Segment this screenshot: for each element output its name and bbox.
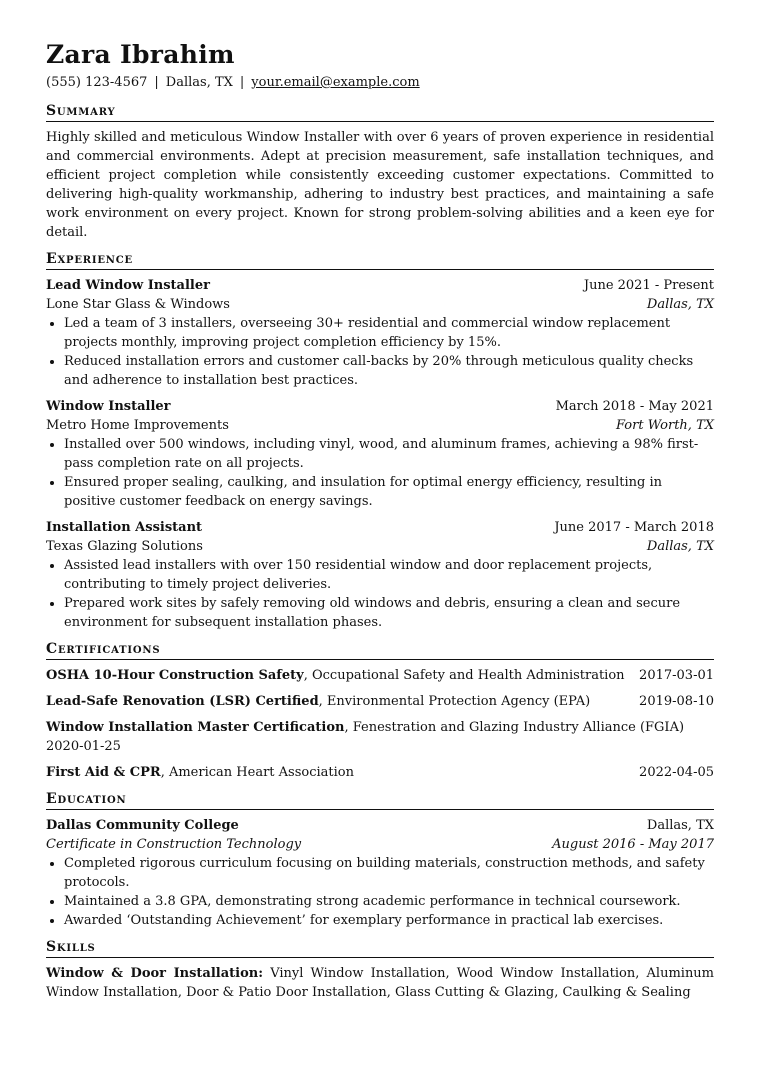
cert-date: 2017-03-01 — [639, 668, 714, 683]
education-bullet: • Awarded ‘Outstanding Achievement’ for exemplary performance in practical lab exercises. — [64, 911, 714, 930]
section-title-summary: Summary — [46, 102, 714, 122]
skills-line — [46, 964, 714, 1002]
job-location: Fort Worth, TX — [615, 418, 714, 433]
job-dates: June 2021 - Present — [583, 278, 714, 293]
school-location: Dallas, TX — [646, 818, 714, 833]
job-bullets — [46, 314, 714, 390]
job-location: Dallas, TX — [646, 539, 714, 554]
education-dates: August 2016 - May 2017 — [552, 837, 714, 852]
job-company: Texas Glazing Solutions — [46, 539, 203, 554]
section-title-education: Education — [46, 790, 714, 810]
job-entry — [46, 397, 714, 511]
skills-list: Vinyl Window Installation, Wood Window Installation, Aluminum Window Installation, Door & Patio Door Installation, Glass Cutting & Glazing, Caulking & Sealing — [46, 966, 715, 1000]
cert-name: Window Installation Master Certification — [46, 720, 345, 735]
education-bullets — [46, 854, 714, 930]
job-role: Installation Assistant — [46, 520, 203, 535]
summary-text: Highly skilled and meticulous Window Installer with over 6 years of proven experience in residential and commercial environments. Adept at precision measurement, safe installation techniques, and efficient project completion while consistently exceeding customer expectations. Committed to delivering high-quality workmanship, adhering to industry best practices, and maintaining a safe work environment on every project. Known for strong problem-solving abilities and a keen eye for detail. — [46, 130, 714, 240]
job-company: Metro Home Improvements — [46, 418, 229, 433]
school-name: Dallas Community College — [46, 818, 239, 833]
phone: (555) 123-4567 — [46, 75, 148, 90]
cert-issuer: , Fenestration and Glazing Industry Alliance (FGIA) — [344, 720, 685, 735]
job-bullet: • Reduced installation errors and customer call-backs by 20% through meticulous quality checks and adherence to installation best practices. — [64, 352, 714, 390]
separator: | — [239, 75, 245, 90]
candidate-name: Zara Ibrahim — [46, 40, 235, 69]
cert-date: 2019-08-10 — [639, 694, 714, 709]
job-bullet: • Assisted lead installers with over 150 residential window and door replacement projects, contributing to timely project deliveries. — [64, 556, 714, 594]
job-entry — [46, 518, 714, 632]
cert-date: 2020-01-25 — [46, 739, 121, 754]
job-bullets — [46, 556, 714, 632]
cert-entry — [46, 692, 714, 711]
cert-name: OSHA 10-Hour Construction Safety — [46, 668, 304, 683]
cert-date: 2022-04-05 — [639, 765, 714, 780]
job-dates: March 2018 - May 2021 — [555, 399, 714, 414]
job-company: Lone Star Glass & Windows — [46, 297, 230, 312]
cert-entry — [46, 666, 714, 685]
job-bullet: • Prepared work sites by safely removing old windows and debris, ensuring a clean and secure environment for subsequent installation phases. — [64, 594, 714, 632]
contact-line — [46, 74, 714, 92]
location: Dallas, TX — [165, 75, 233, 90]
skills-category: Window & Door Installation: — [46, 966, 264, 981]
section-title-experience: Experience — [46, 250, 714, 270]
job-dates: June 2017 - March 2018 — [554, 520, 714, 535]
cert-issuer: , Occupational Safety and Health Administration — [303, 668, 625, 683]
cert-issuer: , Environmental Protection Agency (EPA) — [318, 694, 591, 709]
education-bullet: • Completed rigorous curriculum focusing on building materials, construction methods, and safety protocols. — [64, 854, 714, 892]
job-role: Lead Window Installer — [46, 278, 210, 293]
cert-entry — [46, 718, 714, 756]
degree: Certificate in Construction Technology — [46, 837, 302, 852]
job-bullets — [46, 435, 714, 511]
job-entry — [46, 276, 714, 390]
education-bullet: • Maintained a 3.8 GPA, demonstrating strong academic performance in technical coursework. — [64, 892, 714, 911]
job-role: Window Installer — [46, 399, 171, 414]
section-title-skills: Skills — [46, 938, 714, 958]
cert-name: Lead-Safe Renovation (LSR) Certified — [46, 694, 319, 709]
cert-issuer: , American Heart Association — [160, 765, 354, 780]
separator: | — [154, 75, 159, 90]
job-location: Dallas, TX — [646, 297, 714, 312]
cert-name: First Aid & CPR — [46, 765, 161, 780]
section-title-certifications: Certifications — [46, 640, 714, 660]
cert-entry — [46, 763, 714, 782]
job-bullet: • Led a team of 3 installers, overseeing 30+ residential and commercial window replacement projects monthly, improving project completion efficiency by 15%. — [64, 314, 714, 352]
job-bullet: • Installed over 500 windows, including vinyl, wood, and aluminum frames, achieving a 98% first-pass completion rate on all projects. — [64, 435, 714, 473]
email-link[interactable]: your.email@example.com — [251, 75, 420, 90]
job-bullet: • Ensured proper sealing, caulking, and insulation for optimal energy efficiency, resulting in positive customer feedback on energy savings. — [64, 473, 714, 511]
